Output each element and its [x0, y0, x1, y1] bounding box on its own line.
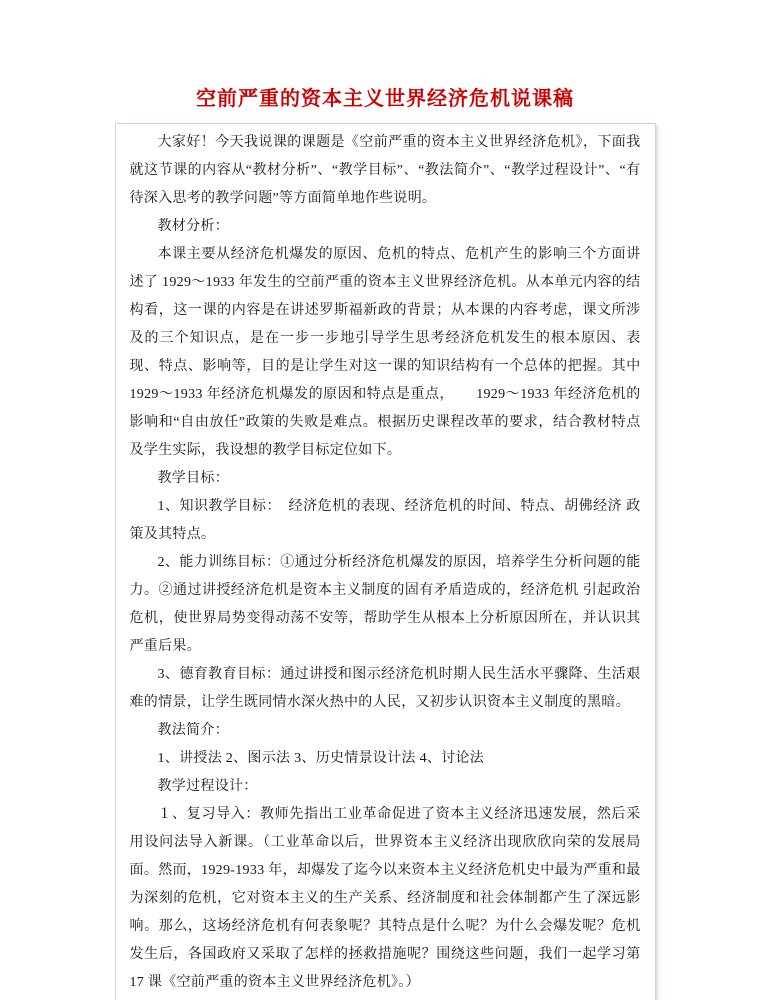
- paragraph: 教学过程设计：: [157, 779, 258, 794]
- paragraph: 教学目标：: [157, 471, 229, 486]
- paragraph: 1、讲授法 2、图示法 3、历史情景设计法 4、讨论法: [157, 751, 485, 766]
- paragraph: 1、知识教学目标： 经济危机的表现、经济危机的时间、特点、胡佛经济 政策及其特点。: [129, 499, 641, 542]
- paragraph: 本课主要从经济危机爆发的原因、危机的特点、危机产生的影响三个方面讲述了 1929～1933 年发生的空前严重的资本主义世界经济危机。从本单元内容的结构看，这一课的内容是在讲述罗斯福新政的背景；从本课的内容考虑，课文所涉及的三个知识点，是在一步一步地引导学生思考经济危机发生的根本原因、表现、特点、影响等，目的是让学生对这一课的知识结构有一个总体的把握。其中 1929～1933 年经济危机爆发的原因和特点是重点， 1929～1933 年经济危机的影响和“自由放任”政策的失败是难点。根据历史课程改革的要求，结合教材特点及学生实际，我设想的教学目标定位如下。: [129, 247, 641, 458]
- paragraph: 大家好！今天我说课的课题是《空前严重的资本主义世界经济危机》，下面我就这节课的内容从“教材分析”、“教学目标”、“教法简介”、“教学过程设计”、“有待深入思考的教学问题”等方面简单地作些说明。: [129, 135, 641, 206]
- paragraph: １、复习导入：教师先指出工业革命促进了资本主义经济迅速发展，然后采用设问法导入新课。（工业革命以后，世界资本主义经济出现欣欣向荣的发展局面。然而，1929-1933 年，却爆发了迄今以来资本主义经济危机史中最为严重和最为深刻的危机，它对资本主义的生产关系、经济制度和社会体制都产生了深远影响。那么，这场经济危机有何表象呢？其特点是什么呢？为什么会爆发呢？危机发生后，各国政府又采取了怎样的拯救措施呢？围绕这些问题，我们一起学习第 17 课《空前严重的资本主义世界经济危机》。）: [129, 807, 641, 990]
- document-body-box: [115, 123, 656, 1000]
- paragraph: 教法简介：: [157, 723, 229, 738]
- paragraph: 2、能力训练目标：①通过分析经济危机爆发的原因，培养学生分析问题的能力。②通过讲授经济危机是资本主义制度的固有矛盾造成的，经济危机 引起政治危机，使世界局势变得动荡不安等，帮助学生从根本上分析原因所在，并认识其严重后果。: [129, 555, 641, 654]
- paragraph: 教材分析：: [157, 219, 229, 234]
- document-title: 空前严重的资本主义世界经济危机说课稿: [196, 88, 574, 110]
- paragraph: 3、德育教育目标：通过讲授和图示经济危机时期人民生活水平骤降、生活艰难的情景，让学生既同情水深火热中的人民，又初步认识资本主义制度的黑暗。: [129, 667, 641, 710]
